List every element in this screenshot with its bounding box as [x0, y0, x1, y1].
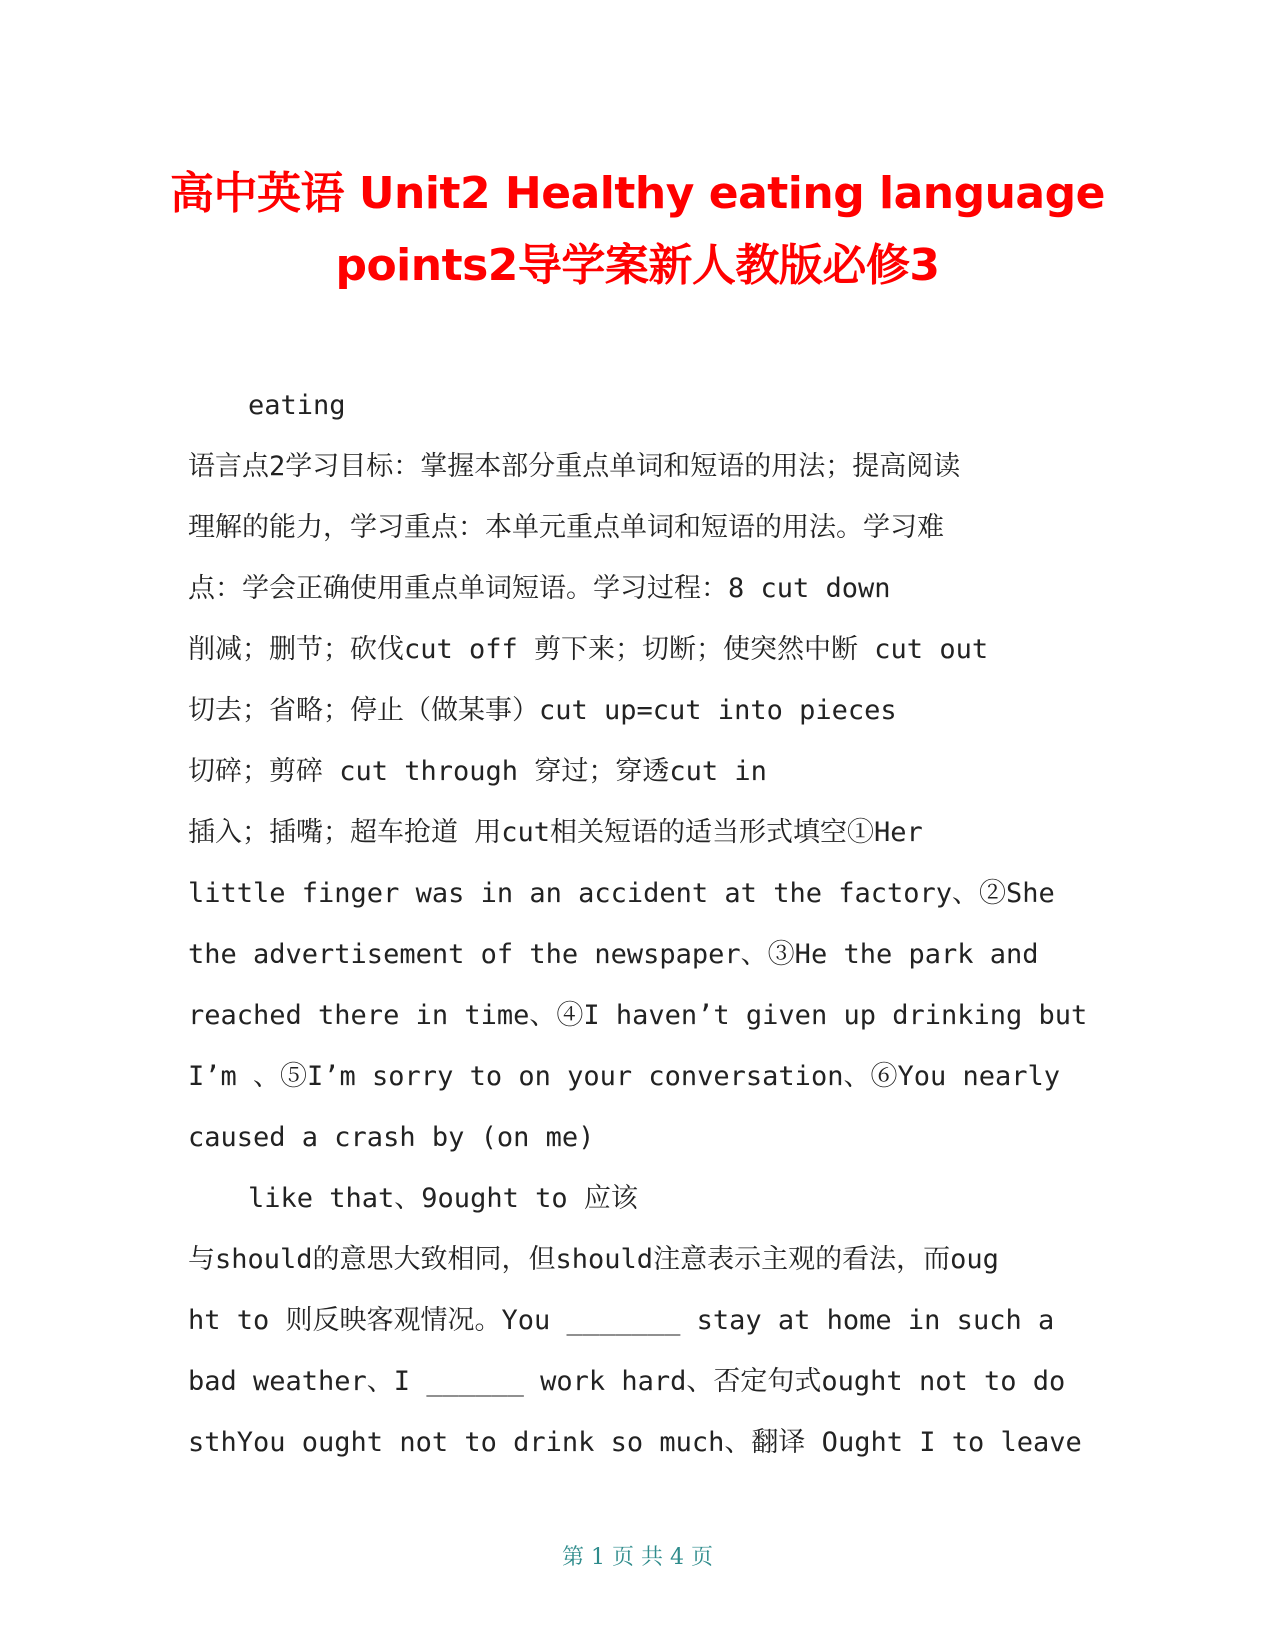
body-line: 切碎；剪碎 cut through 穿过；穿透cut in	[188, 756, 767, 787]
body-line: like that、9ought to 应该	[248, 1183, 638, 1214]
body-line: caused a crash by (on me)	[188, 1122, 595, 1153]
body-line: bad weather、I ______ work hard、否定句式ought not to do	[188, 1366, 1066, 1397]
body-line: 切去；省略；停止（做某事）cut up=cut into pieces	[188, 695, 897, 726]
body-line: 语言点2学习目标：掌握本部分重点单词和短语的用法；提高阅读	[188, 451, 961, 482]
body-line: little finger was in an accident at the factory、②She	[188, 878, 1055, 909]
body-line: 理解的能力，学习重点：本单元重点单词和短语的用法。学习难	[188, 512, 944, 543]
body-line: reached there in time、④I haven’t given up drinking but	[188, 1000, 1088, 1031]
body-line: eating	[248, 390, 346, 421]
page-number-footer: 第 1 页 共 4 页	[562, 1545, 713, 1570]
body-line: ht to 则反映客观情况。You _______ stay at home in such a	[188, 1305, 1055, 1336]
document-title	[150, 158, 1125, 302]
body-line: 与should的意思大致相同，但should注意表示主观的看法，而oug	[188, 1244, 999, 1275]
body-line: I’m 、⑤I’m sorry to on your conversation、⑥You nearly	[188, 1061, 1061, 1092]
body-line: 点：学会正确使用重点单词短语。学习过程：8 cut down	[188, 573, 891, 604]
title-line-2: points2导学案新人教版必修3	[335, 240, 940, 291]
body-line: sthYou ought not to drink so much、翻译 Ought I to leave	[188, 1427, 1082, 1458]
body-line: 插入；插嘴；超车抢道 用cut相关短语的适当形式填空①Her	[188, 817, 923, 848]
title-line-1: 高中英语 Unit2 Healthy eating language	[170, 168, 1105, 219]
body-line: the advertisement of the newspaper、③He the park and	[188, 939, 1039, 970]
body-line: 削减；删节；砍伐cut off 剪下来；切断；使突然中断 cut out	[188, 634, 989, 665]
document-body	[188, 375, 1088, 1473]
